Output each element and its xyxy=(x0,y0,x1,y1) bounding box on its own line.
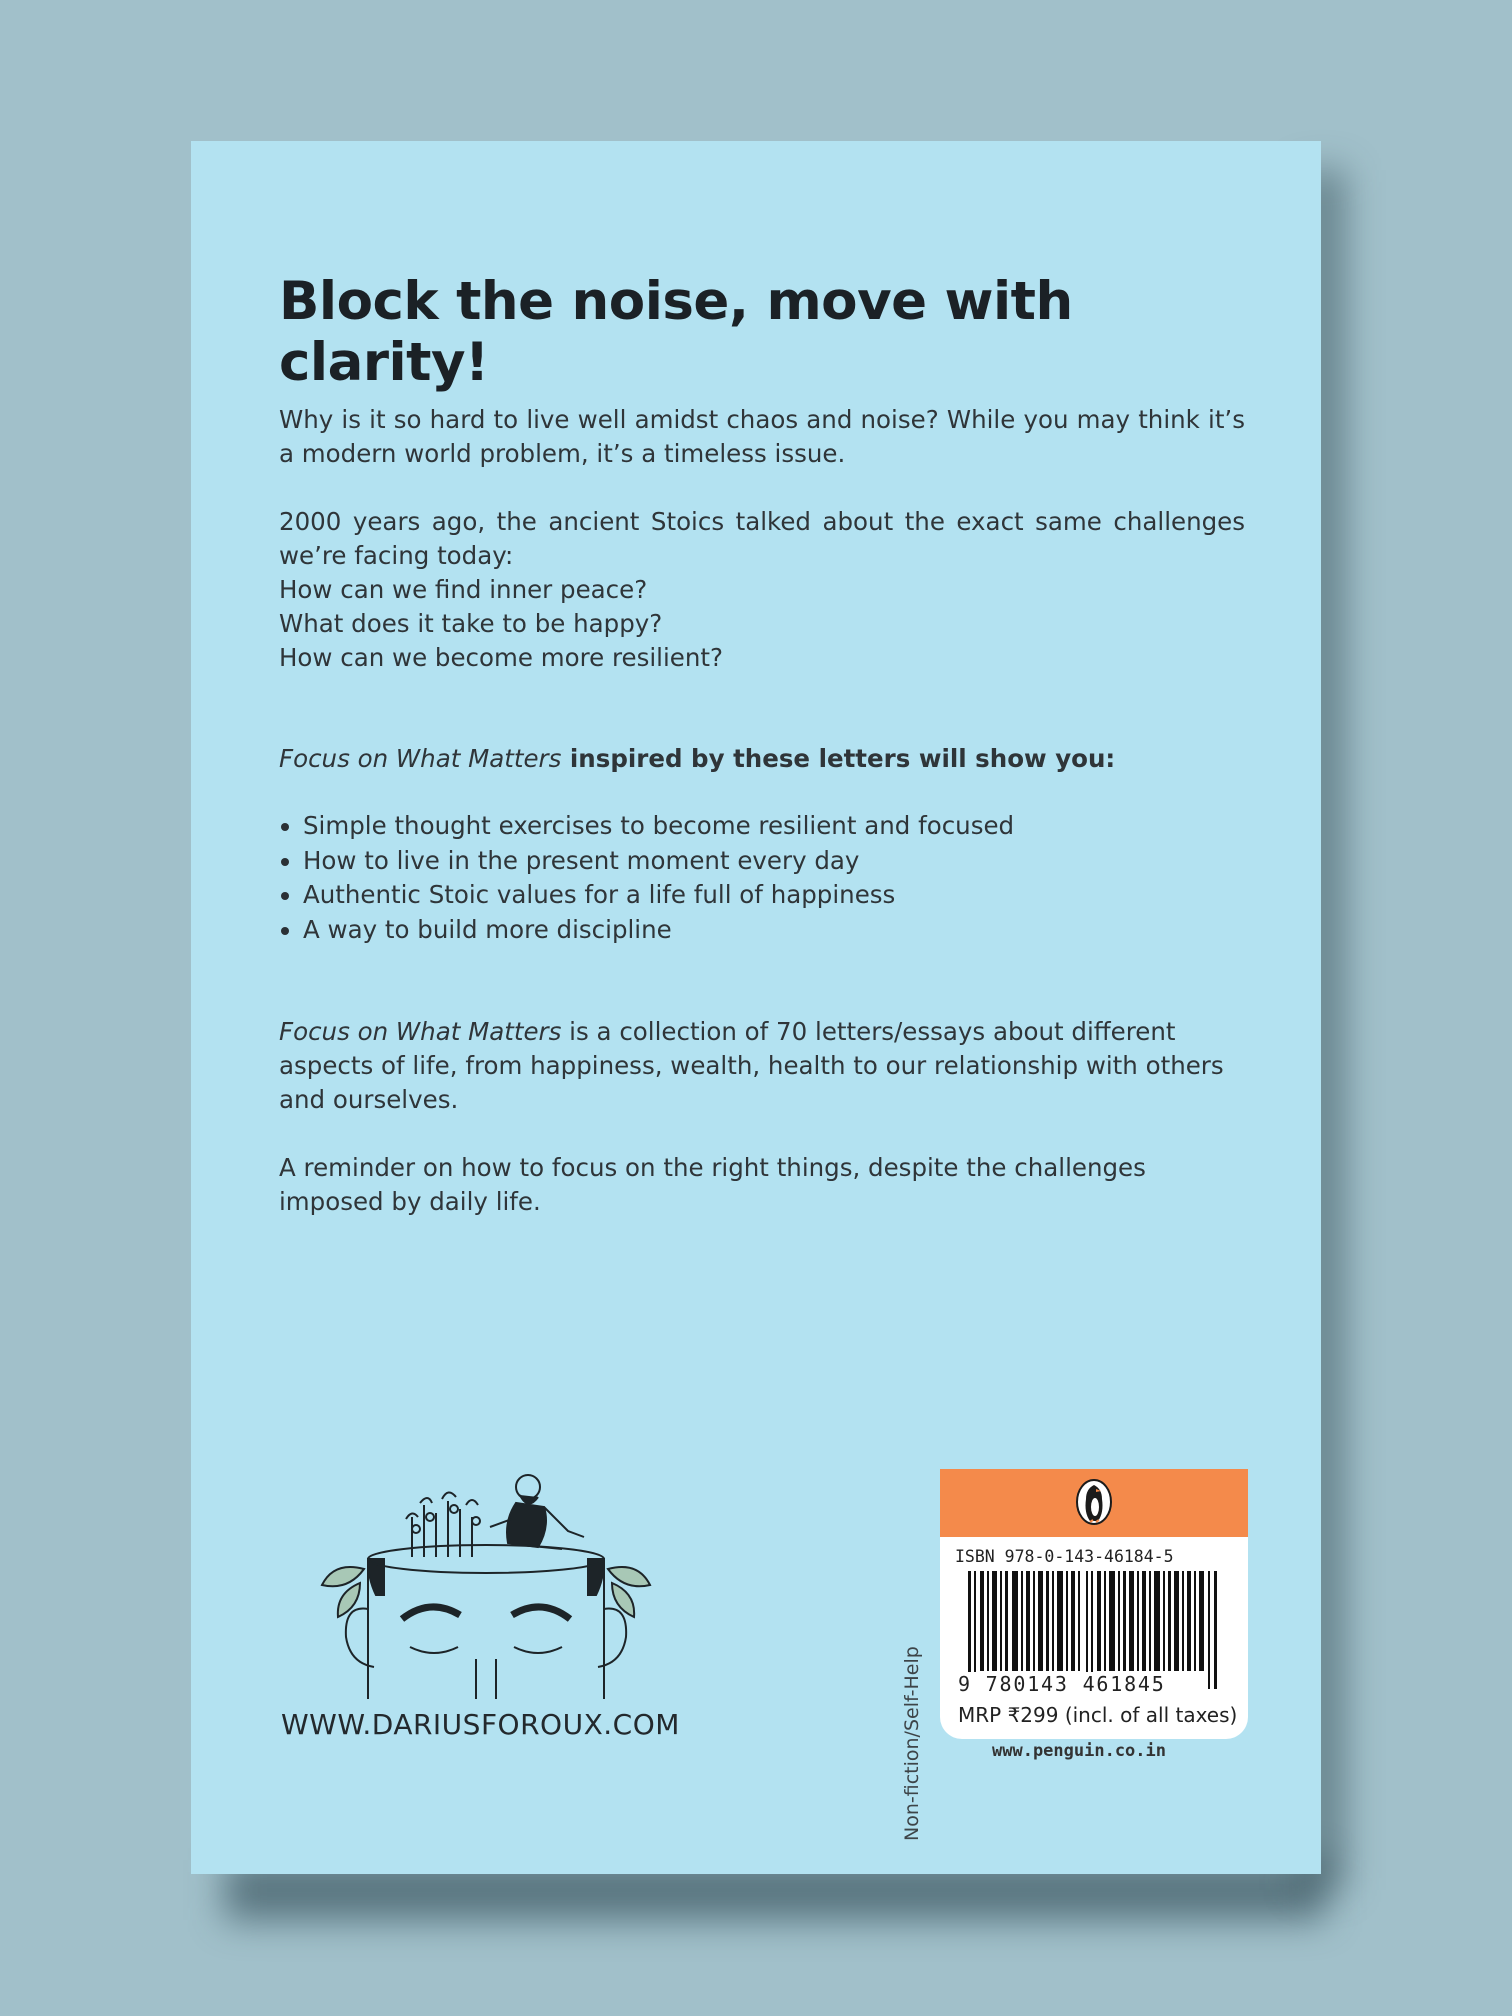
publisher-band xyxy=(940,1469,1248,1537)
isbn-label: ISBN 978-0-143-46184-5 xyxy=(955,1547,1174,1566)
intro-paragraph: Why is it so hard to live well amidst chaos and noise? While you may think it’s a modern world problem, it’s a timeless issue. xyxy=(279,405,1245,468)
publisher-url: www.penguin.co.in xyxy=(992,1741,1166,1761)
list-item: Authentic Stoic values for a life full of happiness xyxy=(279,878,1245,913)
genre-label: Non-fiction/Self-Help xyxy=(901,1646,923,1841)
headline: Block the noise, move with clarity! xyxy=(279,271,1073,393)
lead-book-title: Focus on What Matters xyxy=(279,744,562,773)
list-item: How to live in the present moment every day xyxy=(279,844,1245,879)
penguin-logo-icon xyxy=(1074,1477,1114,1527)
price-label: MRP ₹299 (incl. of all taxes) xyxy=(958,1703,1238,1727)
collection-paragraph xyxy=(279,1015,1245,1117)
question-2: What does it take to be happy? xyxy=(279,609,663,638)
author-website: WWW.DARIUSFOROUX.COM xyxy=(281,1708,680,1741)
lead-line xyxy=(279,742,1245,776)
isbn-digits: 9 780143 461845 xyxy=(958,1672,1166,1696)
collection-text: is a collection of 70 letters/essays about different aspects of life, from happiness, wealth, health to our relationship with others and ourselves. xyxy=(279,1017,1224,1114)
question-3: How can we become more resilient? xyxy=(279,643,724,672)
book-back-cover xyxy=(191,141,1321,1874)
question-1: How can we find inner peace? xyxy=(279,575,648,604)
barcode-panel xyxy=(940,1469,1248,1739)
collection-book-title: Focus on What Matters xyxy=(279,1017,562,1046)
lead-text: inspired by these letters will show you: xyxy=(561,744,1116,773)
list-item: A way to build more discipline xyxy=(279,913,1245,948)
stoics-text: 2000 years ago, the ancient Stoics talked about the exact same challenges we’re facing today: xyxy=(279,507,1245,570)
list-item: Simple thought exercises to become resilient and focused xyxy=(279,809,1245,844)
reminder-paragraph: A reminder on how to focus on the right things, despite the challenges imposed by daily life. xyxy=(279,1153,1146,1216)
stoic-head-garden-icon xyxy=(316,1459,656,1699)
stoics-paragraph xyxy=(279,505,1245,675)
benefits-list xyxy=(279,809,1245,947)
